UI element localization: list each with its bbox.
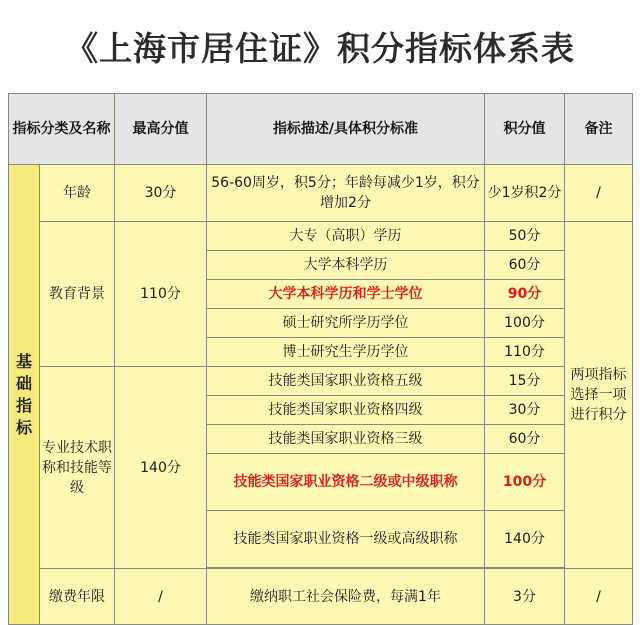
age-max: 30分 (115, 165, 207, 222)
header-score: 积分值 (485, 94, 565, 165)
tech-max: 140分 (115, 367, 207, 569)
table-row (9, 367, 633, 396)
pay-score: 3分 (485, 569, 565, 625)
table-row (9, 222, 633, 251)
tech-desc-1: 技能类国家职业资格四级 (207, 396, 485, 425)
pay-remark: / (565, 569, 633, 625)
edu-desc-4: 博士研究生学历学位 (207, 338, 485, 367)
pay-name: 缴费年限 (40, 569, 115, 625)
header-category: 指标分类及名称 (9, 94, 115, 165)
shared-remark: 两项指标选择一项进行积分 (565, 222, 633, 569)
tech-score-2: 60分 (485, 425, 565, 454)
points-table (8, 93, 633, 625)
age-name: 年龄 (40, 165, 115, 222)
edu-score-1: 60分 (485, 251, 565, 280)
age-remark: / (565, 165, 633, 222)
tech-score-0: 15分 (485, 367, 565, 396)
section-label: 基础指标 (9, 165, 40, 625)
edu-max: 110分 (115, 222, 207, 367)
header-max-score: 最高分值 (115, 94, 207, 165)
edu-desc-2: 大学本科学历和学士学位 (207, 280, 485, 309)
age-desc: 56-60周岁，积5分；年龄每减少1岁，积分增加2分 (207, 165, 485, 222)
header-remark: 备注 (565, 94, 633, 165)
edu-score-0: 50分 (485, 222, 565, 251)
edu-score-4: 110分 (485, 338, 565, 367)
tech-score-3: 100分 (485, 454, 565, 511)
edu-desc-0: 大专（高职）学历 (207, 222, 485, 251)
tech-desc-3: 技能类国家职业资格二级或中级职称 (207, 454, 485, 511)
tech-score-4: 140分 (485, 511, 565, 568)
pay-max: / (115, 569, 207, 625)
edu-score-3: 100分 (485, 309, 565, 338)
header-description: 指标描述/具体积分标准 (207, 94, 485, 165)
edu-score-2: 90分 (485, 280, 565, 309)
table-row-pay (9, 569, 633, 625)
header-row (9, 94, 633, 165)
edu-name: 教育背景 (40, 222, 115, 367)
page-title: 《上海市居住证》积分指标体系表 (65, 28, 575, 68)
table-row-age (9, 165, 633, 222)
pay-desc: 缴纳职工社会保险费，每满1年 (207, 569, 485, 625)
tech-score-1: 30分 (485, 396, 565, 425)
tech-desc-0: 技能类国家职业资格五级 (207, 367, 485, 396)
edu-desc-3: 硕士研究所学历学位 (207, 309, 485, 338)
age-score: 少1岁积2分 (485, 165, 565, 222)
tech-desc-2: 技能类国家职业资格三级 (207, 425, 485, 454)
edu-desc-1: 大学本科学历 (207, 251, 485, 280)
tech-desc-4: 技能类国家职业资格一级或高级职称 (207, 511, 485, 568)
tech-name: 专业技术职称和技能等级 (40, 367, 115, 569)
